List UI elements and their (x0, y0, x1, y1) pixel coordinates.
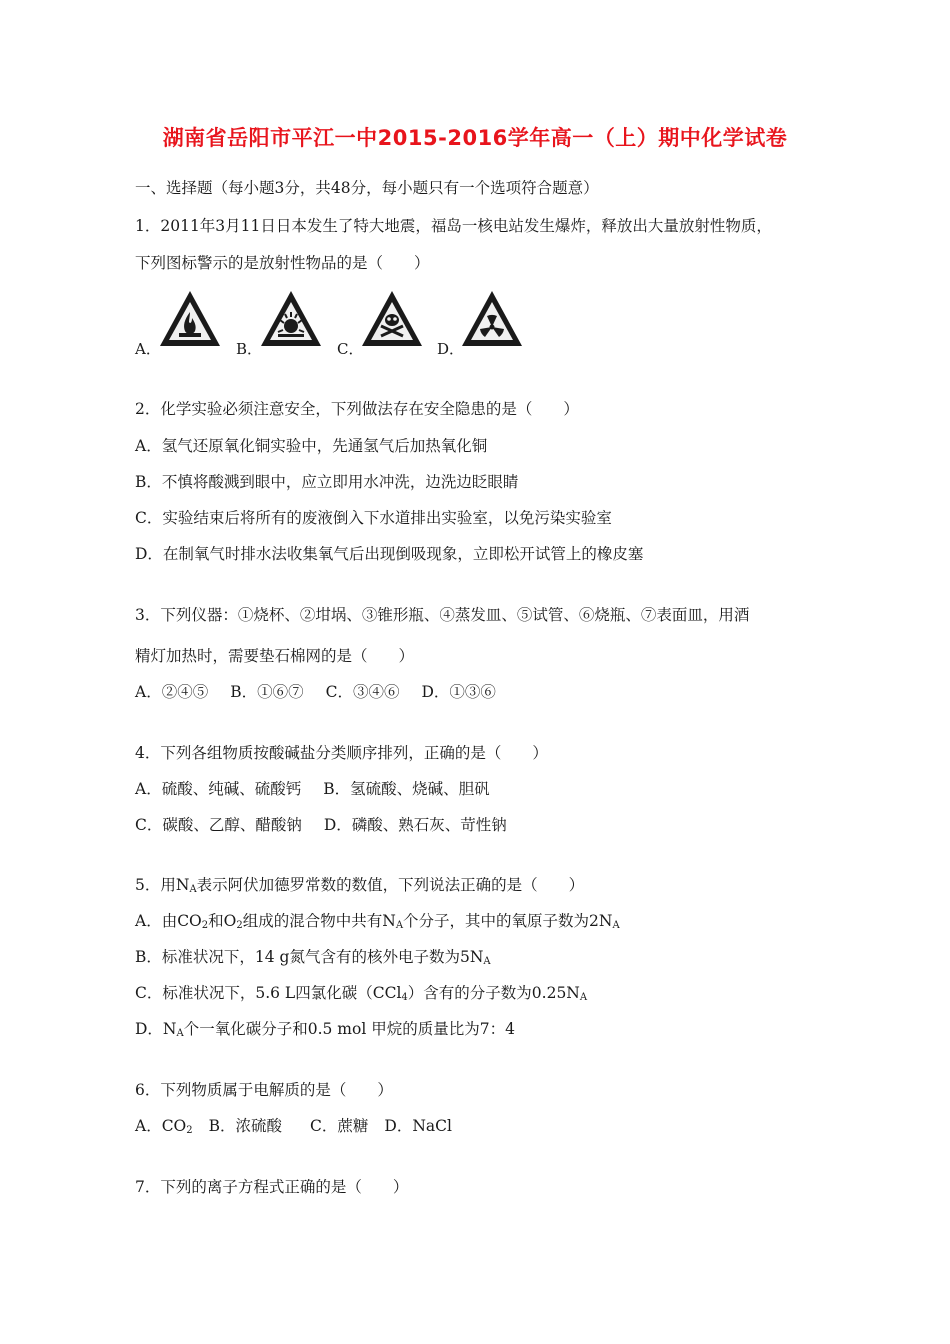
q1-stem-line1: 1．2011年3月11日日本发生了特大地震，福岛一核电站发生爆炸，释放出大量放射性物质， (135, 217, 772, 235)
q4-stem: 4．下列各组物质按酸碱盐分类顺序排列，正确的是（ ） (135, 744, 548, 762)
q3-option-d: D．①③⑥ (421, 683, 496, 701)
q3-stem-line1: 3．下列仪器：①烧杯、②坩埚、③锥形瓶、④蒸发皿、⑤试管、⑥烧瓶、⑦表面皿，用酒 (135, 606, 750, 624)
q5-a-sub-4: A (612, 920, 620, 931)
q5-a-sub-3: A (395, 920, 404, 931)
q3-options-row (135, 682, 496, 702)
page-title: 湖南省岳阳市平江一中2015-2016学年高一（上）期中化学试卷 (162, 126, 788, 150)
q3-option-a: A．②④⑤ (135, 683, 209, 701)
q4-options-row2 (135, 815, 507, 835)
q5-d-sub: A (176, 1028, 184, 1039)
q5-b-text: B．标准状况下，14 g氮气含有的核外电子数为5N (135, 948, 484, 966)
q5-option-d (135, 1019, 515, 1044)
q5-a-text-1: A．由CO (135, 912, 202, 930)
q7-stem: 7．下列的离子方程式正确的是（ ） (135, 1178, 409, 1196)
q6-option-d: D．NaCl (384, 1117, 452, 1135)
q4-option-d: D．磷酸、熟石灰、苛性钠 (323, 816, 507, 834)
q5-d-text-1: D．N (135, 1020, 177, 1038)
q4-option-b: B．氢硫酸、烧碱、胆矾 (323, 780, 490, 798)
q3-stem-line2: 精灯加热时，需要垫石棉网的是（ ） (135, 647, 415, 665)
q5-d-text-2: 个一氧化碳分子和0.5 mol 甲烷的质量比为7：4 (183, 1020, 515, 1038)
q5-c-sub-2: A (579, 992, 588, 1003)
q2-option-c: C．实验结束后将所有的废液倒入下水道排出实验室，以免污染实验室 (135, 509, 612, 527)
q3-option-c: C．③④⑥ (325, 683, 400, 701)
q2-option-a: A．氢气还原氧化铜实验中，先通氢气后加热氧化铜 (135, 437, 488, 455)
q5-stem-subscript: A (189, 884, 197, 895)
q4-option-c: C．碳酸、乙醇、醋酸钠 (135, 816, 302, 834)
q5-stem (135, 875, 584, 900)
q5-option-c (135, 983, 587, 1008)
q5-a-sub-2: 2 (236, 920, 243, 931)
q6-option-a-sub: 2 (186, 1125, 193, 1136)
radioactive-icon (459, 288, 525, 350)
q6-option-c: C．蔗糖 (310, 1117, 369, 1135)
q2-stem: 2．化学实验必须注意安全，下列做法存在安全隐患的是（ ） (135, 400, 579, 418)
q6-options-row (135, 1116, 452, 1141)
q5-stem-text: 5．用N (135, 876, 190, 894)
q1-option-a-label: A． (135, 340, 161, 358)
q5-c-text-1: C．标准状况下，5.6 L四氯化碳（CCl (135, 984, 402, 1002)
toxic-icon (359, 288, 425, 350)
q5-stem-text-2: 表示阿伏加德罗常数的数值，下列说法正确的是（ ） (196, 876, 585, 894)
q5-c-sub-1: 4 (401, 992, 408, 1003)
q6-stem: 6．下列物质属于电解质的是（ ） (135, 1081, 393, 1099)
explosive-icon (258, 288, 324, 350)
q2-option-b: B．不慎将酸溅到眼中，应立即用水冲洗，边洗边眨眼睛 (135, 473, 519, 491)
q6-option-b: B．浓硫酸 (208, 1117, 283, 1135)
q1-stem-line2: 下列图标警示的是放射性物品的是（ ） (135, 254, 430, 272)
flammable-icon (157, 288, 223, 350)
q5-a-sub-1: 2 (201, 920, 209, 931)
q5-a-text-2: 和O (208, 912, 237, 930)
q6-option-a: A．CO (135, 1117, 187, 1135)
q2-option-d: D．在制氧气时排水法收集氧气后出现倒吸现象，立即松开试管上的橡皮塞 (135, 545, 644, 563)
q5-a-text-3: 组成的混合物中共有N (242, 912, 396, 930)
q1-option-b-label: B． (236, 340, 263, 358)
q5-a-text-4: 个分子，其中的氧原子数为2N (403, 912, 613, 930)
q4-option-a: A．硫酸、纯碱、硫酸钙 (135, 780, 302, 798)
q5-c-text-2: ）含有的分子数为0.25N (407, 984, 580, 1002)
q1-option-d-label: D． (437, 340, 465, 358)
q5-b-sub: A (483, 956, 491, 967)
section-heading: 一、选择题（每小题3分，共48分，每小题只有一个选项符合题意） (135, 179, 599, 197)
q5-option-b (135, 947, 491, 972)
q5-option-a (135, 911, 620, 936)
q3-option-b: B．①⑥⑦ (230, 683, 304, 701)
q4-options-row1 (135, 779, 490, 799)
q1-option-c-label: C． (337, 340, 364, 358)
